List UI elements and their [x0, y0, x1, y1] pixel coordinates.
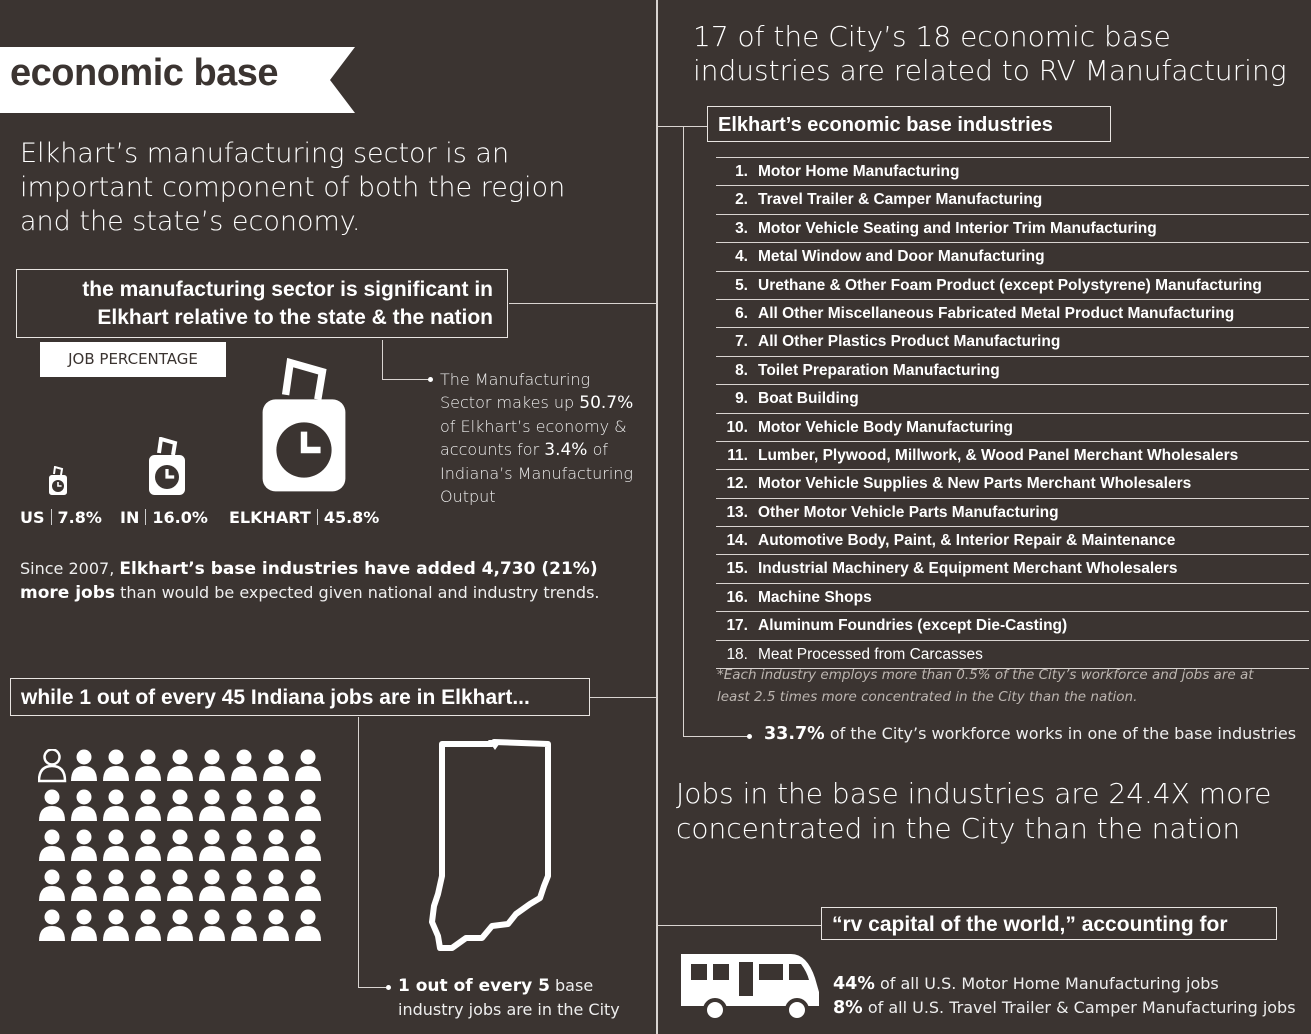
industry-row	[716, 300, 1309, 328]
industry-row	[716, 612, 1309, 640]
industry-row	[716, 328, 1309, 356]
manufacturing-note: The Manufacturing Sector makes up 50.7% of Elkhart’s economy & accounts for 3.4% of Indiana’s Manufacturing Output	[440, 370, 634, 506]
person-icon	[103, 750, 129, 782]
person-icon	[263, 750, 289, 782]
timecard-icon	[48, 466, 68, 496]
industries-title-box: Elkhart’s economic base industries	[707, 106, 1111, 142]
person-icon	[71, 750, 97, 782]
timecard-icon	[258, 358, 350, 496]
industry-number: 3.	[735, 219, 748, 237]
industry-name: Automotive Body, Paint, & Interior Repair & Maintenance	[758, 532, 1176, 550]
bullet-dot	[386, 985, 391, 990]
industry-number: 18.	[726, 645, 748, 663]
industry-name: Motor Vehicle Seating and Interior Trim Manufacturing	[758, 219, 1157, 237]
connector-industries	[657, 126, 707, 127]
person-icon	[199, 870, 225, 902]
workforce-stat: 33.7% of the City’s workforce works in one of the base industries	[764, 724, 1297, 744]
stat-in: IN 16.0%	[120, 508, 208, 527]
industry-number: 13.	[726, 503, 748, 521]
person-icon	[295, 870, 321, 902]
connector-one-of-5-h	[358, 987, 386, 988]
bullet-dot	[428, 377, 433, 382]
person-icon	[103, 830, 129, 862]
industry-name: Motor Vehicle Body Manufacturing	[758, 418, 1013, 436]
industry-name: Urethane & Other Foam Product (except Polystyrene) Manufacturing	[758, 276, 1262, 294]
person-icon	[231, 790, 257, 822]
timecard-icon	[147, 437, 187, 497]
industry-number: 9.	[735, 390, 748, 408]
person-icon	[295, 830, 321, 862]
since-2007-text: Since 2007, Elkhart’s base industries have added 4,730 (21%) more jobs than would be expected given national and industry trends.	[20, 559, 600, 603]
person-icon	[167, 870, 193, 902]
industry-number: 6.	[735, 304, 748, 322]
industry-row	[716, 272, 1309, 300]
person-icon	[295, 910, 321, 942]
person-icon	[199, 750, 225, 782]
connector-significance	[509, 303, 657, 304]
significance-line2: Elkhart relative to the state & the nation	[97, 306, 493, 329]
industry-row	[716, 186, 1309, 214]
industry-name: All Other Plastics Product Manufacturing	[758, 333, 1061, 351]
person-icon	[39, 870, 65, 902]
person-icon	[39, 830, 65, 862]
significance-line1: the manufacturing sector is significant in	[82, 278, 493, 301]
industry-row	[716, 470, 1309, 498]
page-title: economic base	[10, 52, 279, 94]
industry-row	[716, 357, 1309, 385]
industry-number: 12.	[726, 475, 748, 493]
industry-number: 11.	[727, 446, 748, 464]
person-icon	[199, 830, 225, 862]
industry-number: 15.	[726, 560, 748, 578]
person-icon	[135, 870, 161, 902]
person-icon	[167, 750, 193, 782]
industry-name: Industrial Machinery & Equipment Merchant Wholesalers	[758, 560, 1178, 578]
industry-name: Lumber, Plywood, Millwork, & Wood Panel Merchant Wholesalers	[758, 446, 1239, 464]
one-of-five-text: 1 out of every 5 base industry jobs are in the City	[398, 976, 620, 1019]
industry-name: Travel Trailer & Camper Manufacturing	[758, 191, 1043, 209]
rv-icon	[679, 948, 821, 1020]
person-icon	[71, 830, 97, 862]
person-icon	[135, 910, 161, 942]
industry-number: 5.	[735, 276, 748, 294]
person-icon	[199, 790, 225, 822]
industry-number: 7.	[735, 333, 748, 351]
people-grid	[38, 749, 328, 949]
person-icon	[231, 870, 257, 902]
person-icon	[199, 910, 225, 942]
person-icon	[103, 870, 129, 902]
industry-name: Other Motor Vehicle Parts Manufacturing	[758, 503, 1059, 521]
industry-row	[716, 215, 1309, 243]
industry-row	[716, 499, 1309, 527]
person-icon	[135, 790, 161, 822]
industry-name: Aluminum Foundries (except Die-Casting)	[758, 617, 1068, 635]
industry-number: 1.	[735, 163, 748, 180]
footnote: *Each industry employs more than 0.5% of the City’s workforce and jobs are at least 2.5 times more concentrated in the City than the nation.	[717, 667, 1254, 705]
center-divider	[656, 0, 658, 1034]
connector-industries-down	[683, 126, 684, 736]
indiana-jobs-box: while 1 out of every 45 Indiana jobs are in Elkhart...	[10, 678, 590, 716]
person-icon	[231, 910, 257, 942]
person-icon	[231, 750, 257, 782]
indiana-map-icon	[412, 726, 562, 954]
connector-workforce	[683, 736, 749, 737]
industry-name: Meat Processed from Carcasses	[758, 645, 983, 663]
person-icon	[295, 750, 321, 782]
industry-row	[716, 442, 1309, 470]
bullet-dot	[747, 734, 752, 739]
connector-while	[590, 697, 657, 698]
industry-number: 14.	[726, 532, 748, 550]
concentration-text: Jobs in the base industries are 24.4X more concentrated in the City than the nation	[676, 777, 1272, 845]
industry-name: Boat Building	[758, 390, 859, 408]
person-icon	[39, 750, 65, 782]
person-icon	[263, 790, 289, 822]
industry-row	[716, 527, 1309, 555]
industry-number: 8.	[735, 361, 748, 379]
connector-one-of-5	[358, 717, 359, 988]
stat-elkhart: ELKHART 45.8%	[229, 508, 380, 527]
rv-stat-trailer: 8% of all U.S. Travel Trailer & Camper Manufacturing jobs	[833, 998, 1296, 1018]
industry-row	[716, 555, 1309, 583]
industry-number: 17.	[726, 617, 748, 635]
person-icon	[167, 830, 193, 862]
person-icon	[103, 910, 129, 942]
person-icon	[71, 790, 97, 822]
industry-row	[716, 158, 1309, 186]
industry-name: All Other Miscellaneous Fabricated Metal Product Manufacturing	[758, 304, 1235, 322]
connector-note	[382, 340, 383, 380]
industry-number: 2.	[735, 191, 748, 209]
stat-us: US 7.8%	[20, 508, 102, 527]
rv-stat-motorhome: 44% of all U.S. Motor Home Manufacturing jobs	[833, 974, 1219, 994]
connector-rv	[657, 925, 821, 926]
rv-stats	[833, 972, 1296, 1020]
rv-capital-box: “rv capital of the world,” accounting for	[821, 907, 1277, 940]
industry-row	[716, 414, 1309, 442]
person-icon	[135, 830, 161, 862]
rv-headline: 17 of the City’s 18 economic base industries are related to RV Manufacturing	[693, 20, 1287, 87]
job-percentage-label: JOB PERCENTAGE	[40, 342, 226, 377]
industry-number: 16.	[726, 588, 748, 606]
industry-name: Toilet Preparation Manufacturing	[758, 361, 1000, 379]
person-icon	[135, 750, 161, 782]
industry-row	[716, 584, 1309, 612]
industry-number: 10.	[726, 418, 748, 436]
person-icon	[39, 790, 65, 822]
person-icon	[167, 910, 193, 942]
person-icon	[263, 830, 289, 862]
industry-name: Metal Window and Door Manufacturing	[758, 248, 1045, 266]
person-icon	[167, 790, 193, 822]
industry-name: Machine Shops	[758, 588, 872, 606]
person-icon	[231, 830, 257, 862]
significance-box	[16, 269, 508, 338]
connector-note-h	[382, 379, 430, 380]
person-icon	[71, 870, 97, 902]
intro-text: Elkhart’s manufacturing sector is an important component of both the region and the state’s economy.	[20, 138, 566, 237]
person-icon	[39, 910, 65, 942]
industry-row	[716, 385, 1309, 413]
person-icon	[263, 910, 289, 942]
industry-name: Motor Vehicle Supplies & New Parts Merchant Wholesalers	[758, 475, 1192, 493]
industry-name: Motor Home Manufacturing	[758, 163, 960, 180]
person-icon	[295, 790, 321, 822]
person-icon	[71, 910, 97, 942]
industry-row	[716, 243, 1309, 271]
industry-number: 4.	[735, 248, 748, 266]
person-icon	[263, 870, 289, 902]
industry-list	[716, 157, 1309, 669]
person-icon	[103, 790, 129, 822]
